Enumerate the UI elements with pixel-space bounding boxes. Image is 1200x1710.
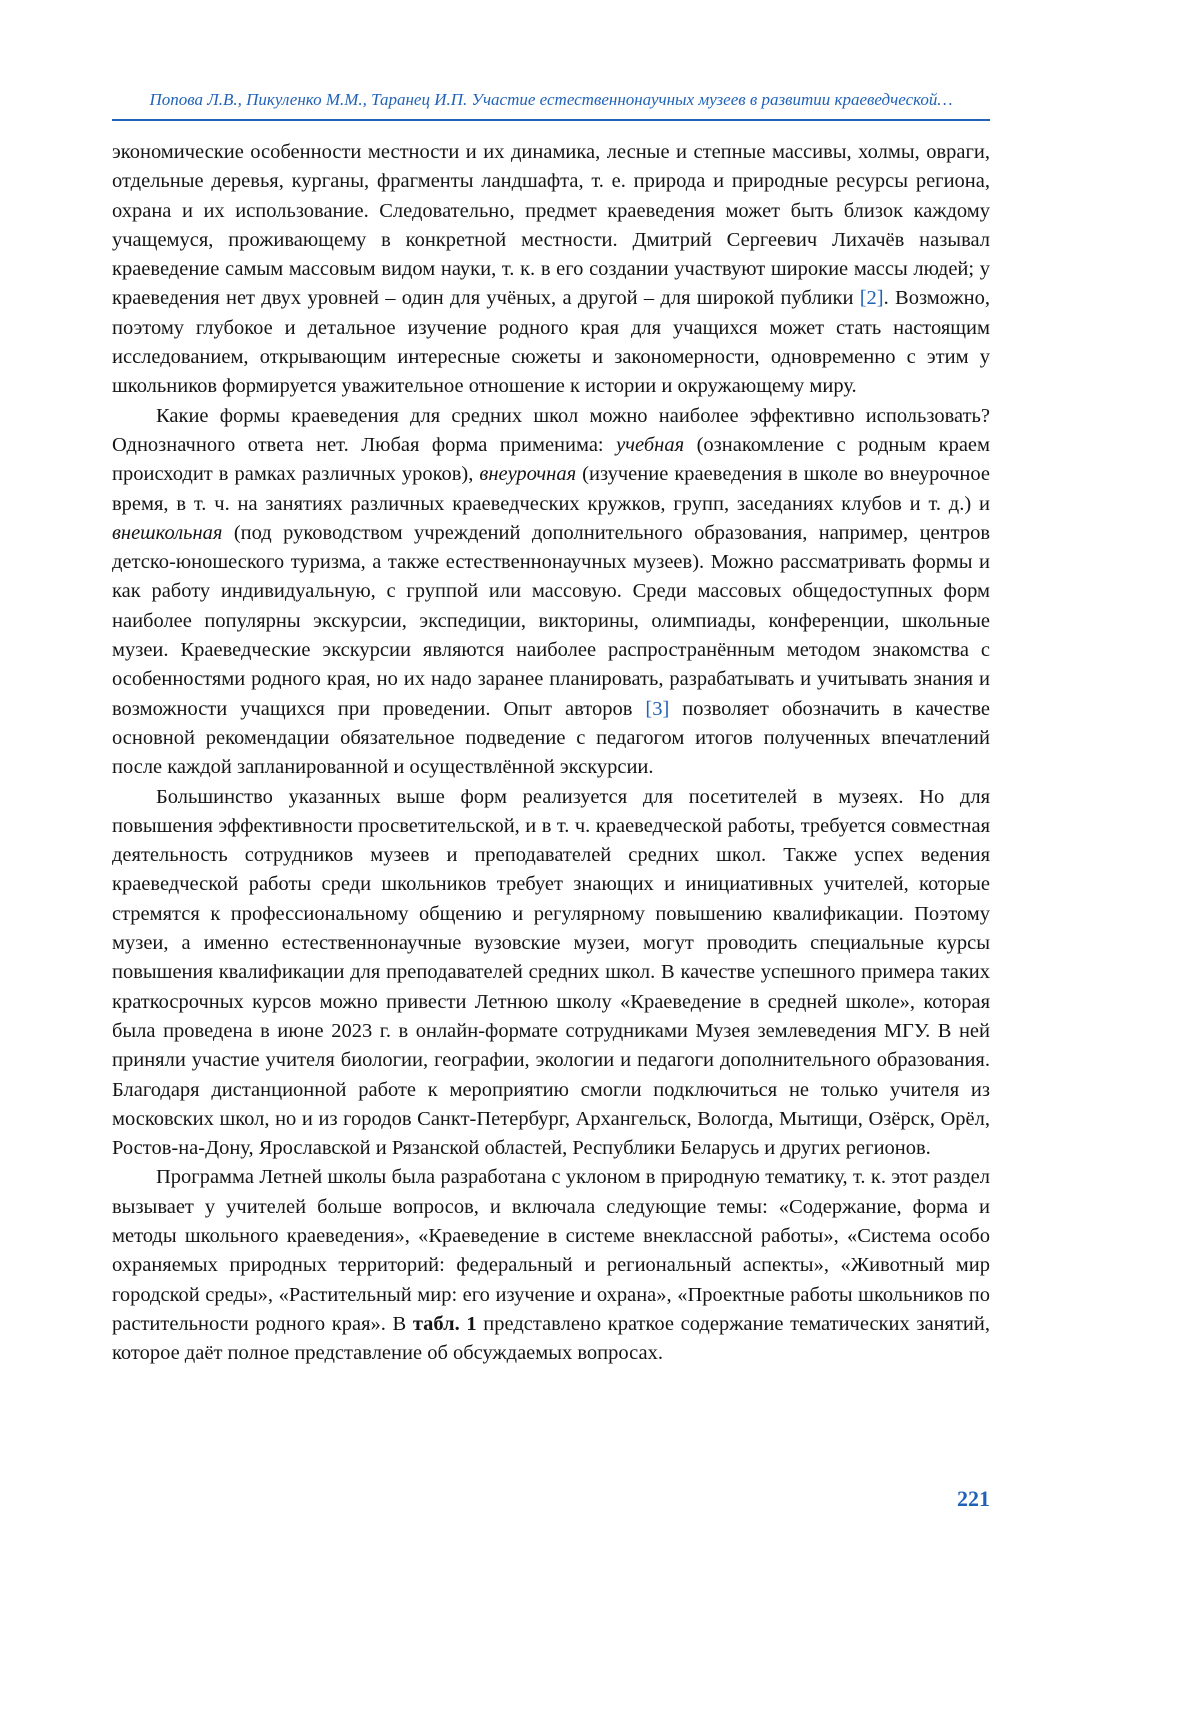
text-segment: Большинство указанных выше форм реализуется для посетителей в музеях. Но для повышения эффективности просветительской, и в т. ч. краеведческой работы, требуется совместная деятельность сотрудников музеев и преподавателей средних школ. Также успех ведения краеведческой работы среди школьников требует знающих и инициативных учителей, которые стремятся к профессиональному общению и регулярному повышению квалификации. Поэтому музеи, а именно естественнонаучные вузовские музеи, могут проводить специальные курсы повышения квалификации для преподавателей средних школ. В качестве успешного примера таких краткосрочных курсов можно привести Летнюю школу «Краеведение в средней школе», которая была проведена в июне 2023 г. в онлайн-формате сотрудниками Музея землеведения МГУ. В ней приняли участие учителя биологии, географии, экологии и педагоги дополнительного образования. Благодаря дистанционной работе к мероприятию смогли подключиться не только учителя из московских школ, но и из городов Санкт-Петербург, Архангельск, Вологда, Мытищи, Озёрск, Орёл, Ростов-на-Дону, Ярославской и Рязанской областей, Республики Беларусь и других регионов. — [112, 785, 990, 1160]
paragraph — [112, 1163, 990, 1368]
text-column — [112, 0, 990, 1368]
paragraph — [112, 402, 990, 783]
citation-link[interactable]: [3] — [645, 697, 670, 720]
text-segment: внешкольная — [112, 521, 223, 544]
paragraph — [112, 783, 990, 1164]
paragraph — [112, 138, 990, 402]
running-header — [112, 0, 990, 121]
text-segment: внеурочная — [479, 463, 577, 486]
text-segment: (изучение краеведения в школе во внеурочное время, в т. ч. на занятиях различных краеведческих кружков, групп, заседаниях клубов и т. д.) и — [112, 463, 990, 515]
text-segment: позволяет обозначить в качестве основной рекомендации обязательное подведение с педагогом итогов полученных впечатлений после каждой запланированной и осуществлённой экскурсии. — [112, 697, 990, 779]
article-body — [112, 138, 990, 1368]
text-segment: (ознакомление с родным краем происходит в рамках различных уроков), — [112, 433, 991, 486]
text-segment: Программа Летней школы была разработана с уклоном в природную тематику, т. к. этот раздел вызывает у учителей больше вопросов, и включала следующие темы: «Содержание, форма и методы школьного краеведения», «Краеведение в системе внеклассной работы», «Система особо охраняемых природных территорий: федеральный и региональный аспекты», «Животный мир городской среды», «Растительный мир: его изучение и охрана», «Проектные работы школьников по растительности родного края». В — [112, 1166, 990, 1335]
text-segment: . Возможно, поэтому глубокое и детальное изучение родного края для учащихся может стать настоящим исследованием, открывающим интересные сюжеты и закономерности, одновременно с этим у школьников формируется уважительное отношение к истории и окружающему миру. — [112, 287, 990, 398]
text-segment: учебная — [616, 433, 685, 456]
text-segment: Какие формы краеведения для средних школ можно наиболее эффективно использовать? Однозначного ответа нет. Любая форма применима: — [112, 404, 990, 456]
text-segment: экономические особенности местности и их динамика, лесные и степные массивы, холмы, овраги, отдельные деревья, курганы, фрагменты ландшафта, т. е. природа и природные ресурсы региона, охрана и их использование. Следовательно, предмет краеведения может быть близок каждому учащемуся, проживающему в конкретной местности. Дмитрий Сергеевич Лихачёв называл краеведение самым массовым видом науки, т. к. в его создании участвуют широкие массы людей; у краеведения нет двух уровней – один для учёных, а другой – для широкой публики — [112, 141, 990, 310]
running-title: Попова Л.В., Пикуленко М.М., Таранец И.П. Участие естественнонаучных музеев в развитии краеведческой… — [149, 90, 953, 109]
text-segment: табл. 1 — [412, 1312, 477, 1335]
citation-link[interactable]: [2] — [859, 287, 884, 310]
text-segment: представлено краткое содержание тематических занятий, которое даёт полное представление об обсуждаемых вопросах. — [112, 1312, 990, 1365]
page-number: 221 — [957, 1486, 990, 1511]
text-segment: (под руководством учреждений дополнительного образования, например, центров детско-юношеского туризма, а также естественнонаучных музеев). Можно рассматривать формы и как работу индивидуальную, с группой или массовую. Среди массовых общедоступных форм наиболее популярны экскурсии, экспедиции, викторины, олимпиады, конференции, школьные музеи. Краеведческие экскурсии являются наиболее распространённым методом знакомства с особенностями родного края, но их надо заранее планировать, разрабатывать и учитывать знания и возможности учащихся при проведении. Опыт авторов — [112, 521, 990, 720]
